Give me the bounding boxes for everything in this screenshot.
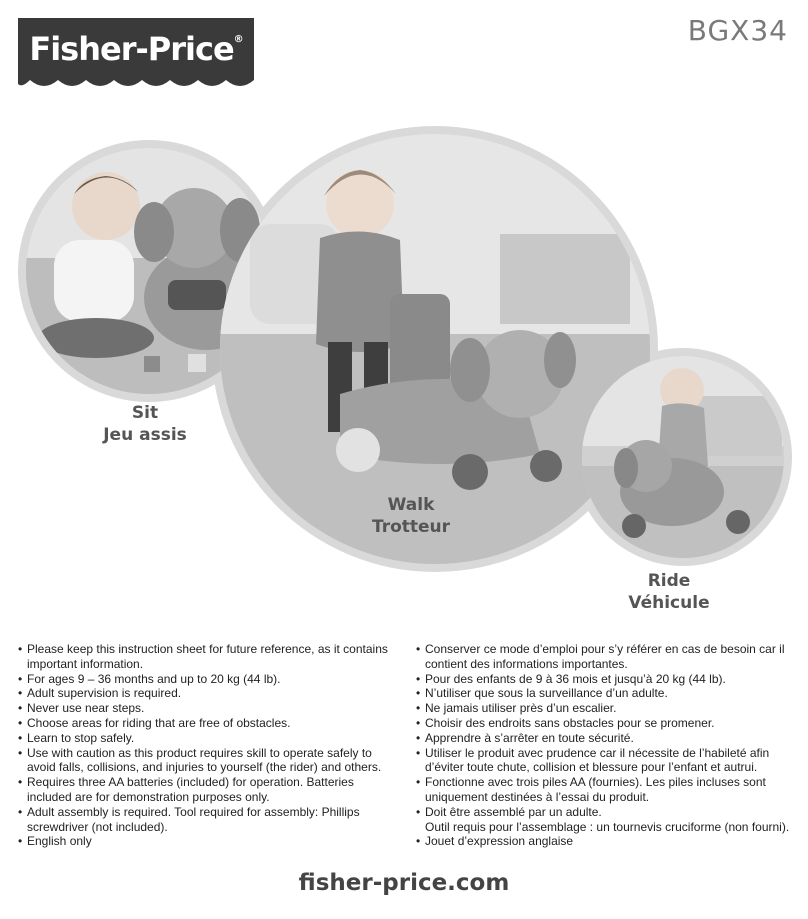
list-item: • Choisir des endroits sans obstacles pour se promener. bbox=[416, 716, 800, 731]
list-item: • Adult assembly is required. Tool required for assembly: Phillips screwdriver (not included). bbox=[18, 805, 394, 835]
logo-text: Fisher-Price® bbox=[29, 30, 243, 68]
list-item: • Choose areas for riding that are free of obstacles. bbox=[18, 716, 394, 731]
english-instructions bbox=[18, 642, 394, 849]
list-item: • Use with caution as this product requires skill to operate safely to avoid falls, collisions, and injuries to yourself (the rider) and others. bbox=[18, 746, 394, 776]
list-item: • For ages 9 – 36 months and up to 20 kg (44 lb). bbox=[18, 672, 394, 687]
french-instructions bbox=[416, 642, 800, 849]
list-item: • Please keep this instruction sheet for future reference, as it contains important information. bbox=[18, 642, 394, 672]
caption-walk: Walk Trotteur bbox=[371, 495, 451, 537]
list-item: • Ne jamais utiliser près d’un escalier. bbox=[416, 701, 800, 716]
brand-logo bbox=[18, 18, 254, 92]
list-item: • Apprendre à s’arrêter en toute sécurité. bbox=[416, 731, 800, 746]
list-item: • Conserver ce mode d’emploi pour s’y référer en cas de besoin car il contient des informations importantes. bbox=[416, 642, 800, 672]
list-item: • Utiliser le produit avec prudence car il nécessite de l’habileté afin d’éviter toute chute, collision et blessure pour l’enfant et autrui. bbox=[416, 746, 800, 776]
list-item: • Adult supervision is required. bbox=[18, 686, 394, 701]
list-item: • Learn to stop safely. bbox=[18, 731, 394, 746]
list-item: • N’utiliser que sous la surveillance d’un adulte. bbox=[416, 686, 800, 701]
caption-ride: Ride Véhicule bbox=[628, 571, 710, 613]
list-item: • Doit être assemblé par un adulte. bbox=[416, 805, 800, 820]
ride-photo bbox=[582, 356, 784, 558]
list-item: • Never use near steps. bbox=[18, 701, 394, 716]
list-item: • Pour des enfants de 9 à 36 mois et jusqu’à 20 kg (44 lb). bbox=[416, 672, 800, 687]
website-url: fisher-price.com bbox=[298, 870, 510, 896]
list-item: • English only bbox=[18, 834, 394, 849]
list-item: • Jouet d’expression anglaise bbox=[416, 834, 800, 849]
model-number: BGX34 bbox=[687, 14, 788, 47]
list-item: • Fonctionne avec trois piles AA (fournies). Les piles incluses sont uniquement destinées à l’essai du produit. bbox=[416, 775, 800, 805]
caption-sit: Sit Jeu assis bbox=[103, 403, 187, 445]
list-item: • Requires three AA batteries (included) for operation. Batteries included are for demonstration purposes only. bbox=[18, 775, 394, 805]
list-item: Outil requis pour l’assemblage : un tournevis cruciforme (non fourni). bbox=[425, 819, 790, 834]
